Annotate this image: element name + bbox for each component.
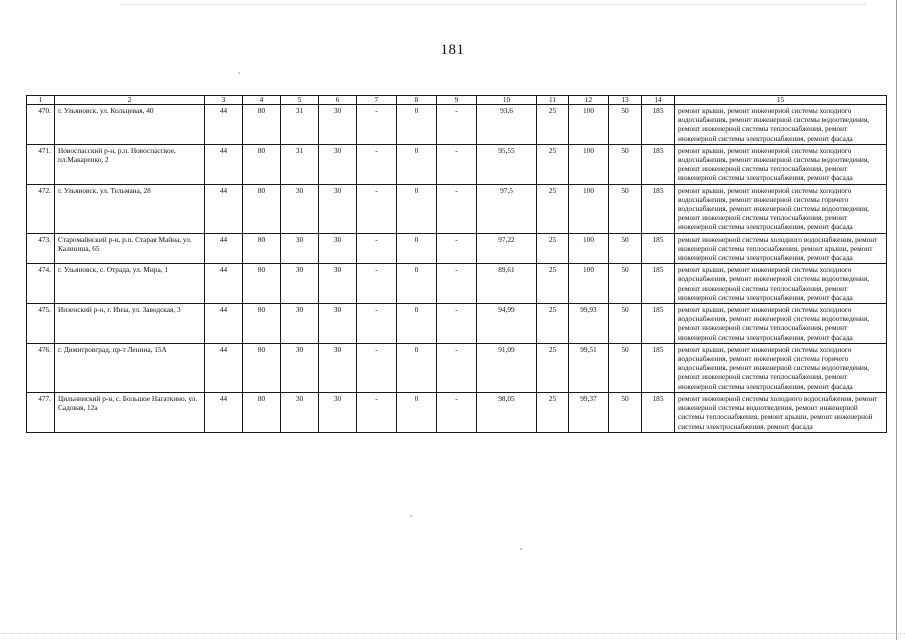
row-number: 471.	[27, 144, 55, 184]
value-cell: 50	[609, 233, 642, 264]
value-cell: -	[437, 392, 477, 432]
works-cell: ремонт инженерной системы холодного водоснабжения, ремонт инженерной системы водоотведения, ремонт инженерной системы теплоснабжения, ремонт крыши, ремонт инженерной системы электроснабжения, ремонт фасада	[675, 392, 887, 432]
value-cell: 25	[537, 105, 569, 145]
scan-edge-bottom	[0, 633, 905, 634]
value-cell: 97,5	[477, 184, 537, 233]
value-cell: 25	[537, 233, 569, 264]
works-cell: ремонт крыши, ремонт инженерной системы холодного водоснабжения, ремонт инженерной системы водоотведения, ремонт инженерной системы теплоснабжения, ремонт инженерной системы электроснабжения, ремонт фасада	[675, 105, 887, 145]
column-header: 13	[609, 96, 642, 105]
value-cell: 98,05	[477, 392, 537, 432]
value-cell: 30	[281, 304, 319, 344]
value-cell: 30	[281, 233, 319, 264]
value-cell: 44	[205, 105, 243, 145]
table-row	[27, 343, 887, 392]
address-cell: г. Ульяновск, с. Отрада, ул. Мира, 1	[55, 264, 205, 304]
works-cell: ремонт крыши, ремонт инженерной системы холодного водоснабжения, ремонт инженерной системы горячего водоснабжения, ремонт инженерной системы водоотведения, ремонт инженерной системы теплоснабжения, ремонт инженерной системы электроснабжения, ремонт фасада	[675, 343, 887, 392]
value-cell: 44	[205, 392, 243, 432]
value-cell: -	[437, 264, 477, 304]
row-number: 473.	[27, 233, 55, 264]
value-cell: 0	[397, 392, 437, 432]
scan-speck	[238, 72, 240, 74]
address-cell: г. Ульяновск, ул. Кольцевая, 40	[55, 105, 205, 145]
value-cell: -	[357, 392, 397, 432]
row-number: 470.	[27, 105, 55, 145]
scan-edge-right	[896, 0, 897, 640]
value-cell: 185	[642, 233, 675, 264]
value-cell: 100	[569, 105, 609, 145]
value-cell: -	[357, 304, 397, 344]
value-cell: 30	[319, 105, 357, 145]
value-cell: 30	[319, 304, 357, 344]
scan-speck	[410, 515, 412, 517]
value-cell: 25	[537, 184, 569, 233]
value-cell: 0	[397, 233, 437, 264]
address-cell: Новоспасский р-н, р.п. Новоспасское, пл.Макаренко, 2	[55, 144, 205, 184]
value-cell: 80	[243, 304, 281, 344]
column-header: 2	[55, 96, 205, 105]
column-header: 1	[27, 96, 55, 105]
table-row	[27, 264, 887, 304]
scan-edge-top	[120, 4, 865, 5]
column-header: 15	[675, 96, 887, 105]
value-cell: 30	[319, 343, 357, 392]
address-cell: Цильнинский р-н, с. Большое Нагаткино, ул. Садовая, 12а	[55, 392, 205, 432]
value-cell: 50	[609, 304, 642, 344]
row-number: 472.	[27, 184, 55, 233]
value-cell: 0	[397, 105, 437, 145]
register-table	[26, 95, 887, 433]
table-row	[27, 184, 887, 233]
value-cell: 95,55	[477, 144, 537, 184]
table-row	[27, 392, 887, 432]
value-cell: 185	[642, 264, 675, 304]
column-header: 3	[205, 96, 243, 105]
value-cell: 80	[243, 392, 281, 432]
value-cell: 30	[319, 144, 357, 184]
row-number: 477.	[27, 392, 55, 432]
value-cell: -	[437, 343, 477, 392]
value-cell: -	[357, 144, 397, 184]
value-cell: -	[437, 144, 477, 184]
value-cell: -	[437, 105, 477, 145]
column-header: 6	[319, 96, 357, 105]
column-header: 9	[437, 96, 477, 105]
value-cell: 100	[569, 264, 609, 304]
value-cell: 44	[205, 233, 243, 264]
value-cell: 44	[205, 304, 243, 344]
value-cell: 30	[319, 184, 357, 233]
value-cell: 50	[609, 144, 642, 184]
table-row	[27, 105, 887, 145]
page-number: 181	[440, 42, 465, 58]
value-cell: -	[357, 343, 397, 392]
value-cell: 30	[319, 233, 357, 264]
table-row	[27, 144, 887, 184]
value-cell: 30	[281, 392, 319, 432]
value-cell: 0	[397, 304, 437, 344]
value-cell: 0	[397, 144, 437, 184]
table-row	[27, 304, 887, 344]
value-cell: 185	[642, 392, 675, 432]
value-cell: 44	[205, 184, 243, 233]
value-cell: 25	[537, 144, 569, 184]
value-cell: 80	[243, 184, 281, 233]
row-number: 475.	[27, 304, 55, 344]
value-cell: 0	[397, 264, 437, 304]
column-header: 8	[397, 96, 437, 105]
column-header: 12	[569, 96, 609, 105]
value-cell: 0	[397, 184, 437, 233]
value-cell: 50	[609, 184, 642, 233]
value-cell: 100	[569, 233, 609, 264]
value-cell: 185	[642, 184, 675, 233]
value-cell: 50	[609, 264, 642, 304]
column-header: 4	[243, 96, 281, 105]
value-cell: 80	[243, 343, 281, 392]
value-cell: 185	[642, 105, 675, 145]
value-cell: 80	[243, 264, 281, 304]
value-cell: 185	[642, 144, 675, 184]
value-cell: 25	[537, 392, 569, 432]
address-cell: Старомайнский р-н, р.п. Старая Майна, ул. Калинина, 65	[55, 233, 205, 264]
value-cell: 185	[642, 343, 675, 392]
value-cell: 80	[243, 105, 281, 145]
works-cell: ремонт крыши, ремонт инженерной системы холодного водоснабжения, ремонт инженерной системы горячего водоснабжения, ремонт инженерной системы водоотведения, ремонт инженерной системы теплоснабжения, ремонт инженерной системы электроснабжения, ремонт фасада	[675, 184, 887, 233]
address-cell: Инзенский р-н, г. Инза, ул. Заводская, 3	[55, 304, 205, 344]
value-cell: -	[357, 184, 397, 233]
value-cell: 25	[537, 343, 569, 392]
column-header: 11	[537, 96, 569, 105]
value-cell: -	[437, 184, 477, 233]
value-cell: 89,61	[477, 264, 537, 304]
value-cell: 100	[569, 184, 609, 233]
column-header: 10	[477, 96, 537, 105]
value-cell: 30	[281, 264, 319, 304]
value-cell: 93,6	[477, 105, 537, 145]
value-cell: 97,22	[477, 233, 537, 264]
works-cell: ремонт инженерной системы холодного водоснабжения, ремонт инженерной системы теплоснабжения, ремонт крыши, ремонт инженерной системы электроснабжения, ремонт фасада	[675, 233, 887, 264]
value-cell: 30	[281, 343, 319, 392]
value-cell: 44	[205, 343, 243, 392]
row-number: 474.	[27, 264, 55, 304]
address-cell: г. Димитровград, пр-т Ленина, 15А	[55, 343, 205, 392]
address-cell: г. Ульяновск, ул. Тельмана, 28	[55, 184, 205, 233]
table-row	[27, 233, 887, 264]
column-header: 14	[642, 96, 675, 105]
value-cell: 25	[537, 304, 569, 344]
value-cell: -	[437, 304, 477, 344]
value-cell: -	[357, 233, 397, 264]
value-cell: 94,99	[477, 304, 537, 344]
value-cell: -	[437, 233, 477, 264]
value-cell: 30	[319, 264, 357, 304]
value-cell: -	[357, 264, 397, 304]
value-cell: 31	[281, 105, 319, 145]
column-number-row	[27, 96, 887, 105]
value-cell: 99,93	[569, 304, 609, 344]
value-cell: 99,37	[569, 392, 609, 432]
value-cell: 80	[243, 233, 281, 264]
value-cell: 31	[281, 144, 319, 184]
value-cell: 30	[281, 184, 319, 233]
works-cell: ремонт крыши, ремонт инженерной системы холодного водоснабжения, ремонт инженерной системы водоотведения, ремонт инженерной системы теплоснабжения, ремонт инженерной системы электроснабжения, ремонт фасада	[675, 264, 887, 304]
value-cell: 50	[609, 392, 642, 432]
value-cell: 30	[319, 392, 357, 432]
value-cell: 185	[642, 304, 675, 344]
value-cell: 25	[537, 264, 569, 304]
value-cell: -	[357, 105, 397, 145]
column-header: 5	[281, 96, 319, 105]
value-cell: 80	[243, 144, 281, 184]
column-header: 7	[357, 96, 397, 105]
value-cell: 50	[609, 343, 642, 392]
works-cell: ремонт крыши, ремонт инженерной системы холодного водоснабжения, ремонт инженерной системы водоотведения, ремонт инженерной системы теплоснабжения, ремонт инженерной системы электроснабжения, ремонт фасада	[675, 144, 887, 184]
value-cell: 0	[397, 343, 437, 392]
value-cell: 100	[569, 144, 609, 184]
works-cell: ремонт крыши, ремонт инженерной системы холодного водоснабжения, ремонт инженерной системы водоотведения, ремонт инженерной системы теплоснабжения, ремонт инженерной системы электроснабжения, ремонт фасада	[675, 304, 887, 344]
value-cell: 99,51	[569, 343, 609, 392]
value-cell: 44	[205, 264, 243, 304]
row-number: 476.	[27, 343, 55, 392]
value-cell: 50	[609, 105, 642, 145]
value-cell: 44	[205, 144, 243, 184]
scan-speck	[520, 548, 522, 550]
value-cell: 91,09	[477, 343, 537, 392]
